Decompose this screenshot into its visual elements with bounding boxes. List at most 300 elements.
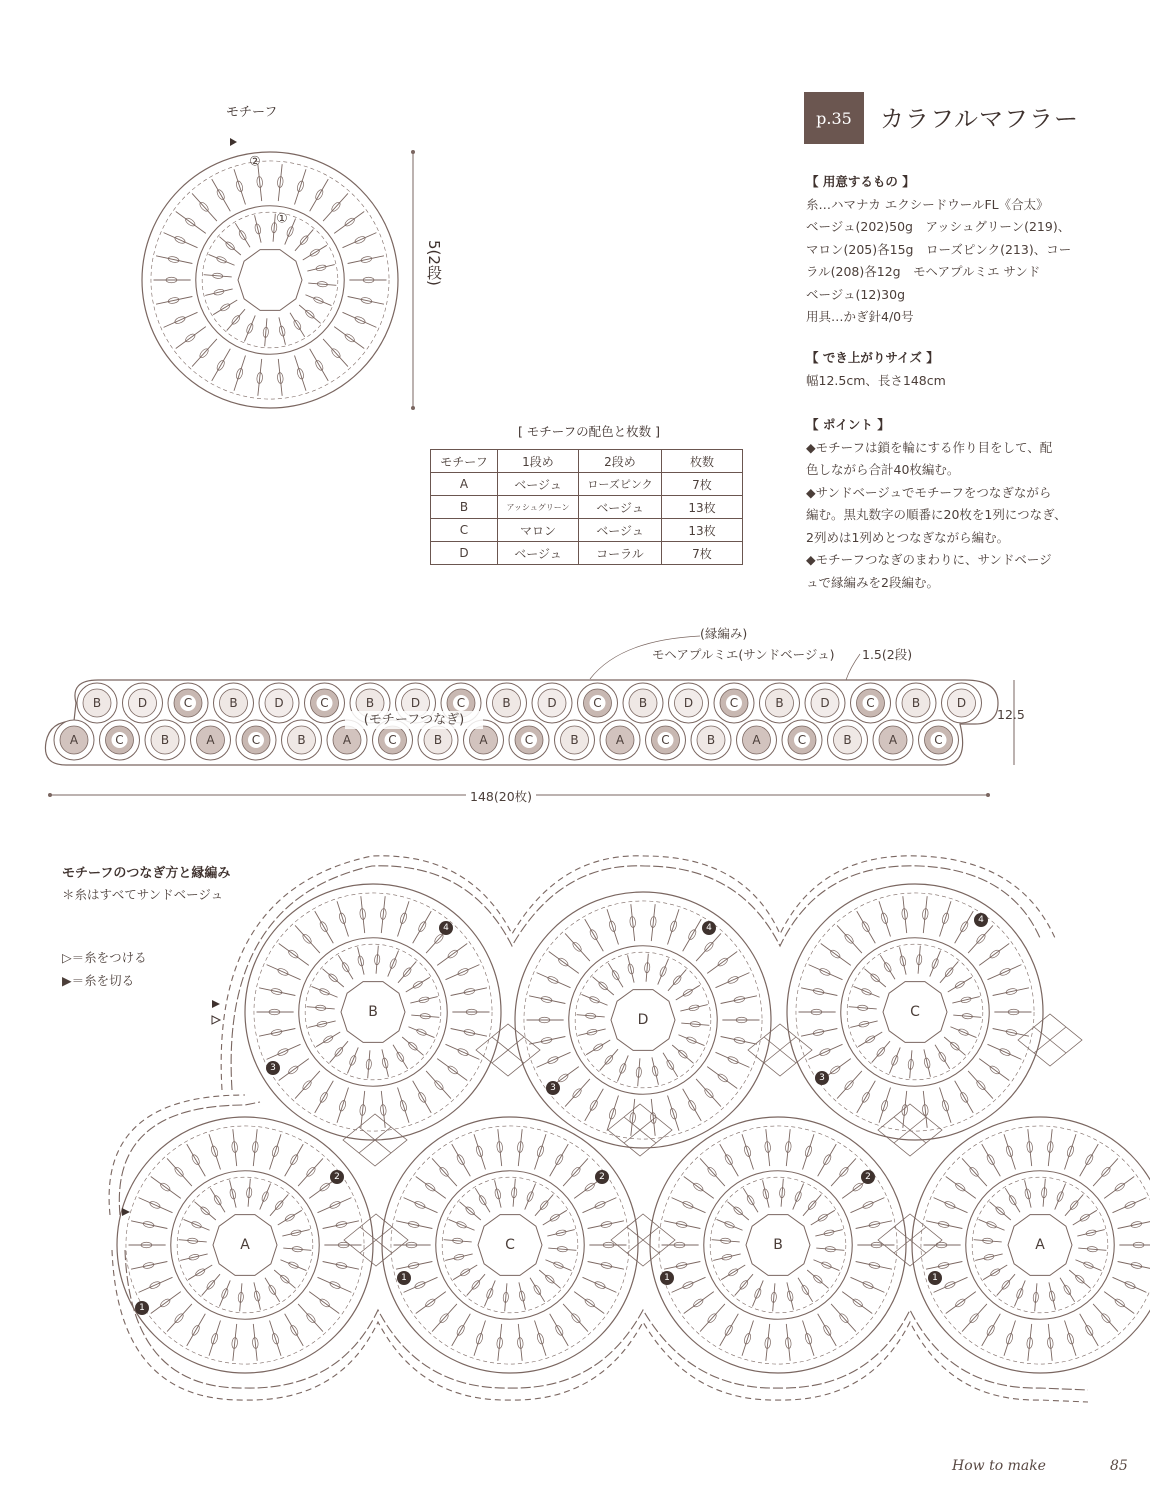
stitch-mark (235, 223, 250, 247)
stitch-mark (537, 973, 571, 988)
stitch-mark (1048, 1129, 1052, 1166)
stitch-mark (244, 315, 255, 341)
stitch-mark (398, 961, 416, 982)
points-line: 編む。黒丸数字の順番に20枚を1列につなぎ、 (806, 507, 1067, 522)
stitch-mark (213, 300, 237, 315)
stitch-mark (278, 164, 282, 201)
table-row (431, 496, 743, 519)
stitch-mark (720, 1314, 739, 1346)
strip-motif-letter: B (911, 696, 921, 710)
stitch-mark (549, 952, 579, 974)
strip-motif-letter: B (365, 696, 375, 710)
legend-attach: ▷＝糸をつける (62, 950, 147, 965)
strip-motif-letter: B (433, 733, 443, 747)
stitch-mark (1112, 1277, 1146, 1292)
stitch-mark (167, 1158, 192, 1186)
size-text: 幅12.5cm、長さ148cm (806, 372, 946, 388)
stitch-mark (715, 1052, 749, 1067)
stitch-mark (342, 233, 376, 248)
strip-length-label: 148(20枚) (466, 787, 536, 805)
stitch-mark (398, 1087, 409, 1122)
strip-motif-letter: D (683, 696, 694, 710)
stitch-mark (535, 1134, 546, 1169)
cut-yarn-icon (122, 1208, 130, 1216)
stitch-mark (279, 1059, 309, 1081)
stitch-mark (548, 1248, 576, 1250)
stitch-mark (164, 312, 198, 327)
stitch-mark (585, 919, 604, 951)
stitch-mark (212, 179, 231, 211)
stitch-mark (498, 1324, 502, 1361)
stitch-mark (151, 1177, 181, 1199)
stitch-mark (432, 1158, 457, 1186)
stitch-mark (831, 1304, 856, 1332)
stitch-mark (717, 1219, 743, 1230)
stitch-mark (445, 965, 479, 980)
stitch-mark (727, 1202, 748, 1220)
stitch-mark (310, 349, 329, 381)
cut-yarn-icon (212, 1000, 220, 1008)
strip-motif-letter: C (797, 733, 807, 747)
strip-motif-letter: D (547, 696, 557, 710)
strip-motif-letter: C (183, 696, 193, 710)
strip-motif-letter: C (115, 733, 124, 747)
materials-heading: 【 用意するもの 】 (806, 174, 915, 189)
stitch-mark (707, 952, 737, 974)
cut-yarn-icon (230, 138, 237, 146)
stitch-mark (1075, 1260, 1101, 1271)
stitch-mark (467, 1274, 485, 1295)
table-cell: C (431, 519, 498, 542)
stitch-mark (798, 1278, 813, 1302)
stitch-mark (164, 233, 198, 248)
stitch-mark (889, 1047, 900, 1073)
strip-motif-letter: B (775, 696, 784, 710)
stitch-mark (413, 1081, 432, 1113)
motif-letter: C (910, 1004, 920, 1020)
stitch-mark (577, 1015, 605, 1017)
order-marker-number: 2 (599, 1172, 605, 1182)
stitch-mark (298, 1304, 323, 1332)
motif-center-ring (238, 250, 302, 311)
stitch-mark (930, 951, 941, 977)
stitch-mark (253, 1129, 257, 1166)
stitch-mark (402, 1037, 423, 1055)
stitch-mark (310, 179, 329, 211)
stitch-mark (188, 1265, 212, 1280)
motif-middle-ring (196, 206, 344, 354)
strip-motif-letter: B (229, 696, 238, 710)
stitch-mark (944, 1037, 965, 1055)
stitch-mark (283, 1248, 311, 1250)
stitch-mark (989, 1202, 1010, 1220)
stitch-mark (793, 1184, 804, 1210)
strip-motif-letter: A (615, 733, 625, 747)
stitch-mark (950, 1027, 976, 1038)
stitch-mark (539, 1270, 560, 1288)
stitch-mark (850, 1277, 884, 1292)
stitch-mark (444, 1240, 472, 1242)
stitch-mark (663, 1053, 678, 1077)
stitch-mark (1005, 1188, 1020, 1212)
materials-line: ベージュ(12)30g (806, 286, 905, 302)
strip-motif-letter: D (956, 696, 967, 710)
stitch-mark (299, 305, 320, 323)
table-cell: ベージュ (579, 496, 662, 519)
stitch-mark (426, 1071, 451, 1099)
stitch-mark (684, 1292, 714, 1314)
stitch-mark (209, 1134, 220, 1169)
table-header: モチーフ (431, 450, 498, 473)
stitch-mark (987, 965, 1021, 980)
stitch-mark (940, 1087, 951, 1122)
stitch-mark (194, 1202, 215, 1220)
motif-letter: B (773, 1237, 783, 1253)
stitch-mark (946, 1292, 976, 1314)
dimension-end (411, 150, 415, 154)
stitch-mark (219, 237, 240, 255)
stitch-mark (707, 1067, 737, 1089)
strip-motif-letter: C (388, 733, 397, 747)
stitch-mark (683, 919, 702, 951)
stitch-mark (265, 318, 267, 346)
stitch-mark (850, 1198, 884, 1213)
stitch-mark (234, 355, 245, 390)
round-2-marker: ② (249, 154, 261, 170)
stitch-mark (411, 1015, 439, 1017)
stitch-mark (279, 944, 309, 966)
stitch-mark (617, 1055, 628, 1081)
stitch-mark (210, 1188, 225, 1212)
stitch-mark (535, 1320, 546, 1355)
stitch-mark (818, 1314, 837, 1346)
stitch-mark (1065, 1320, 1076, 1355)
strip-motif-letter: C (593, 696, 602, 710)
stitch-mark (388, 951, 399, 977)
stitch-mark (1065, 1134, 1076, 1169)
joining-note: ＊糸はすべてサンドベージュ (62, 887, 224, 902)
stitch-mark (280, 1260, 306, 1271)
stitch-mark (979, 1219, 1005, 1230)
stitch-mark (821, 944, 851, 966)
leader-line (846, 654, 860, 680)
materials-section (806, 171, 1071, 329)
joining-lattice (343, 1114, 407, 1166)
stitch-mark (368, 1050, 370, 1078)
stitch-mark (563, 1158, 588, 1186)
stitch-mark (879, 901, 890, 936)
stitch-mark (585, 1089, 604, 1121)
strip-motif-letter: B (570, 733, 579, 747)
stitch-mark (459, 1202, 480, 1220)
strip-motif-letter: D (410, 696, 421, 710)
pattern-title: カラフルマフラー (880, 105, 1080, 133)
stitch-mark (1104, 1292, 1134, 1314)
stitch-mark (742, 1320, 753, 1355)
stitch-mark (631, 1099, 635, 1136)
stitch-mark (513, 1179, 515, 1207)
stitch-mark (323, 193, 348, 221)
stitch-mark (265, 1278, 280, 1302)
stitch-mark (317, 1198, 351, 1213)
table-cell: ローズピンク (579, 473, 662, 496)
stitch-mark (270, 1134, 281, 1169)
strip-motif-letter: C (456, 696, 466, 710)
table-cell: D (431, 542, 498, 565)
stitch-mark (248, 1179, 250, 1207)
motif-letter: D (637, 1012, 649, 1028)
tools-line: 用具…かぎ針4/0号 (806, 309, 914, 324)
stitch-mark (253, 1324, 257, 1361)
stitch-mark (646, 954, 648, 982)
strip-motif-letter: B (638, 696, 648, 710)
stitch-mark (1065, 1194, 1083, 1215)
stitch-mark (233, 1324, 237, 1361)
stitch-mark (452, 1144, 471, 1176)
strip-motif-letter: D (137, 696, 148, 710)
stitch-mark (638, 1058, 640, 1086)
stitch-mark (1055, 1184, 1066, 1210)
stitch-mark (537, 1052, 571, 1067)
stitch-mark (309, 1292, 339, 1314)
stitch-mark (934, 1198, 968, 1213)
stitch-mark (582, 1277, 616, 1292)
table-cell: A (431, 473, 498, 496)
joining-lattice (1018, 1014, 1082, 1066)
table-cell: コーラル (579, 542, 662, 565)
stitch-mark (1014, 1280, 1025, 1306)
stitch-mark (298, 1158, 323, 1186)
stitch-mark (962, 1304, 987, 1332)
stitch-mark (766, 1129, 770, 1166)
stitch-mark (786, 1324, 790, 1361)
stitch-mark (979, 1059, 1009, 1081)
table-cell: B (431, 496, 498, 519)
strip-motif-letter: B (843, 733, 852, 747)
stitch-mark (582, 1198, 616, 1213)
stitch-mark (545, 1260, 571, 1271)
stitch-mark (295, 355, 306, 390)
table-cell: 13枚 (662, 519, 743, 542)
stitch-mark (413, 911, 432, 943)
stitch-mark (475, 1188, 490, 1212)
stitch-mark (233, 1129, 237, 1166)
footer-section: How to make (952, 1458, 1046, 1474)
stitch-mark (290, 313, 305, 337)
stitch-mark (672, 1198, 706, 1213)
stitch-mark (187, 1144, 206, 1176)
stitch-mark (849, 1007, 877, 1009)
stitch-mark (337, 901, 348, 936)
strip-motif-letter: C (661, 733, 670, 747)
stitch-mark (712, 1240, 740, 1242)
stitch-mark (240, 1283, 242, 1311)
stitch-mark (880, 955, 895, 979)
stitch-mark (668, 1095, 679, 1130)
stitch-mark (1073, 1210, 1097, 1225)
stitch-mark (330, 1041, 348, 1062)
order-marker-number: 3 (819, 1073, 825, 1083)
stitch-mark (267, 965, 301, 980)
stitch-mark (192, 339, 217, 367)
strip-motif-letter: B (160, 733, 170, 747)
stitch-mark (192, 193, 217, 221)
stitch-mark (227, 309, 245, 330)
stitch-mark (278, 1210, 302, 1225)
stitch-mark (361, 896, 365, 933)
stitch-mark (582, 994, 608, 1005)
stitch-mark (525, 1184, 536, 1210)
stitch-mark (837, 925, 862, 953)
legend-cut: ▶＝糸を切る (62, 973, 135, 988)
points-section (806, 414, 1067, 594)
stitch-mark (187, 1314, 206, 1346)
table-cell: 7枚 (662, 473, 743, 496)
stitch-mark (498, 1129, 502, 1166)
motif-label: モチーフ (226, 105, 278, 120)
stitch-mark (813, 1260, 839, 1271)
order-marker-number: 4 (978, 915, 984, 925)
stitch-mark (923, 1091, 927, 1128)
stitch-mark (935, 1045, 950, 1069)
stitch-mark (803, 1194, 821, 1215)
stitch-mark (1043, 1179, 1045, 1207)
strip-motif-letter: C (320, 696, 329, 710)
stitch-mark (735, 1274, 753, 1295)
stitch-mark (295, 925, 320, 953)
stitch-mark (204, 275, 232, 277)
stitch-mark (974, 1240, 1002, 1242)
stitch-mark (857, 1081, 876, 1113)
table-cell: 7枚 (662, 542, 743, 565)
stitch-mark (212, 349, 231, 381)
order-marker-number: 2 (865, 1172, 871, 1182)
stitch-mark (334, 327, 364, 349)
stitch-mark (550, 1144, 569, 1176)
stitch-mark (563, 1304, 588, 1332)
strip-motif-letter: A (888, 733, 898, 747)
stitch-mark (864, 969, 885, 987)
points-line: ◆モチーフつなぎのまわりに、サンドベージ (806, 552, 1052, 567)
stitch-mark (631, 904, 635, 941)
stitch-mark (416, 1292, 446, 1314)
size-heading: 【 でき上がりサイズ 】 (806, 350, 939, 365)
stitch-mark (315, 1081, 334, 1113)
stitch-mark (918, 946, 920, 974)
table-cell: ベージュ (579, 519, 662, 542)
stitch-mark (668, 909, 679, 944)
strip-motif-letter: C (934, 733, 943, 747)
strip-motif-letter: A (479, 733, 488, 747)
stitch-mark (872, 1041, 890, 1062)
strip-motif-letter: B (297, 733, 306, 747)
motif-letter: C (505, 1237, 515, 1253)
stitch-mark (672, 1277, 706, 1292)
stitch-mark (337, 1087, 348, 1122)
stitch-mark (678, 1035, 704, 1046)
order-marker-number: 3 (550, 1083, 556, 1093)
edging-yarn-label: モヘアプルミエ(サンドベージュ) (652, 647, 835, 662)
joining-stitch-diagram (109, 856, 1150, 1402)
stitch-mark (381, 896, 385, 933)
stitch-mark (962, 1158, 987, 1186)
motif-stitch-diagram (142, 138, 415, 410)
stitch-mark (948, 977, 972, 992)
motif-chain-ring (202, 212, 338, 348)
strip-width-label: 12.5 (997, 707, 1025, 722)
stitch-mark (1093, 1304, 1118, 1332)
stitch-mark (607, 1095, 618, 1130)
stitch-mark (505, 1283, 507, 1311)
stitch-mark (342, 312, 376, 327)
motif-letter: A (1035, 1237, 1045, 1253)
stitch-mark (1035, 1283, 1037, 1311)
stitch-mark (151, 1292, 181, 1314)
stitch-mark (983, 1265, 1007, 1280)
stitch-mark (543, 1210, 567, 1225)
stitch-mark (234, 169, 245, 204)
stitch-mark (818, 1144, 837, 1176)
stitch-mark (1093, 1158, 1118, 1186)
stitch-mark (946, 1177, 976, 1199)
stitch-mark (317, 1277, 351, 1292)
stitch-mark (305, 295, 331, 306)
stitch-mark (437, 944, 467, 966)
stitch-mark (437, 1059, 467, 1081)
stitch-mark (518, 1129, 522, 1166)
table-cell: ベージュ (498, 542, 579, 565)
stitch-mark (445, 1044, 479, 1059)
stitch-mark (278, 359, 282, 396)
stitch-mark (316, 1032, 340, 1047)
stitch-mark (923, 896, 927, 933)
stitch-mark (398, 901, 409, 936)
strip-motif-letter: D (274, 696, 284, 710)
stitch-mark (474, 1134, 485, 1169)
stitch-mark (982, 1314, 1001, 1346)
stitch-mark (968, 925, 993, 953)
attach-yarn-icon (212, 1016, 220, 1024)
dimension-end (48, 793, 52, 797)
points-line: ◆サンドベージュでモチーフをつなぎながら (806, 484, 1052, 500)
page-number: 85 (1110, 1458, 1128, 1474)
stitch-mark (955, 1081, 974, 1113)
stitch-mark (139, 1198, 173, 1213)
table-cell: 13枚 (662, 496, 743, 519)
stitch-mark (303, 245, 327, 260)
stitch-mark (681, 1023, 709, 1025)
joining-title: モチーフのつなぎ方と縁編み (62, 866, 231, 881)
order-marker-number: 1 (932, 1273, 938, 1283)
stitch-mark (260, 1184, 271, 1210)
stitch-mark (308, 283, 336, 285)
stitch-mark (668, 969, 686, 990)
stitch-mark (592, 977, 613, 995)
stitch-mark (773, 1283, 775, 1311)
stitch-mark (273, 214, 275, 242)
strip-motif-letter: B (92, 696, 102, 710)
stitch-mark (270, 1194, 288, 1215)
stitch-mark (518, 1324, 522, 1361)
stitch-mark (816, 1248, 844, 1250)
stitch-mark (408, 1027, 434, 1038)
stitch-mark (565, 1079, 590, 1107)
stitch-mark (322, 969, 343, 987)
size-section (806, 347, 946, 392)
stitch-mark (1080, 1144, 1099, 1176)
stitch-mark (766, 1324, 770, 1361)
order-marker-number: 4 (706, 923, 712, 933)
